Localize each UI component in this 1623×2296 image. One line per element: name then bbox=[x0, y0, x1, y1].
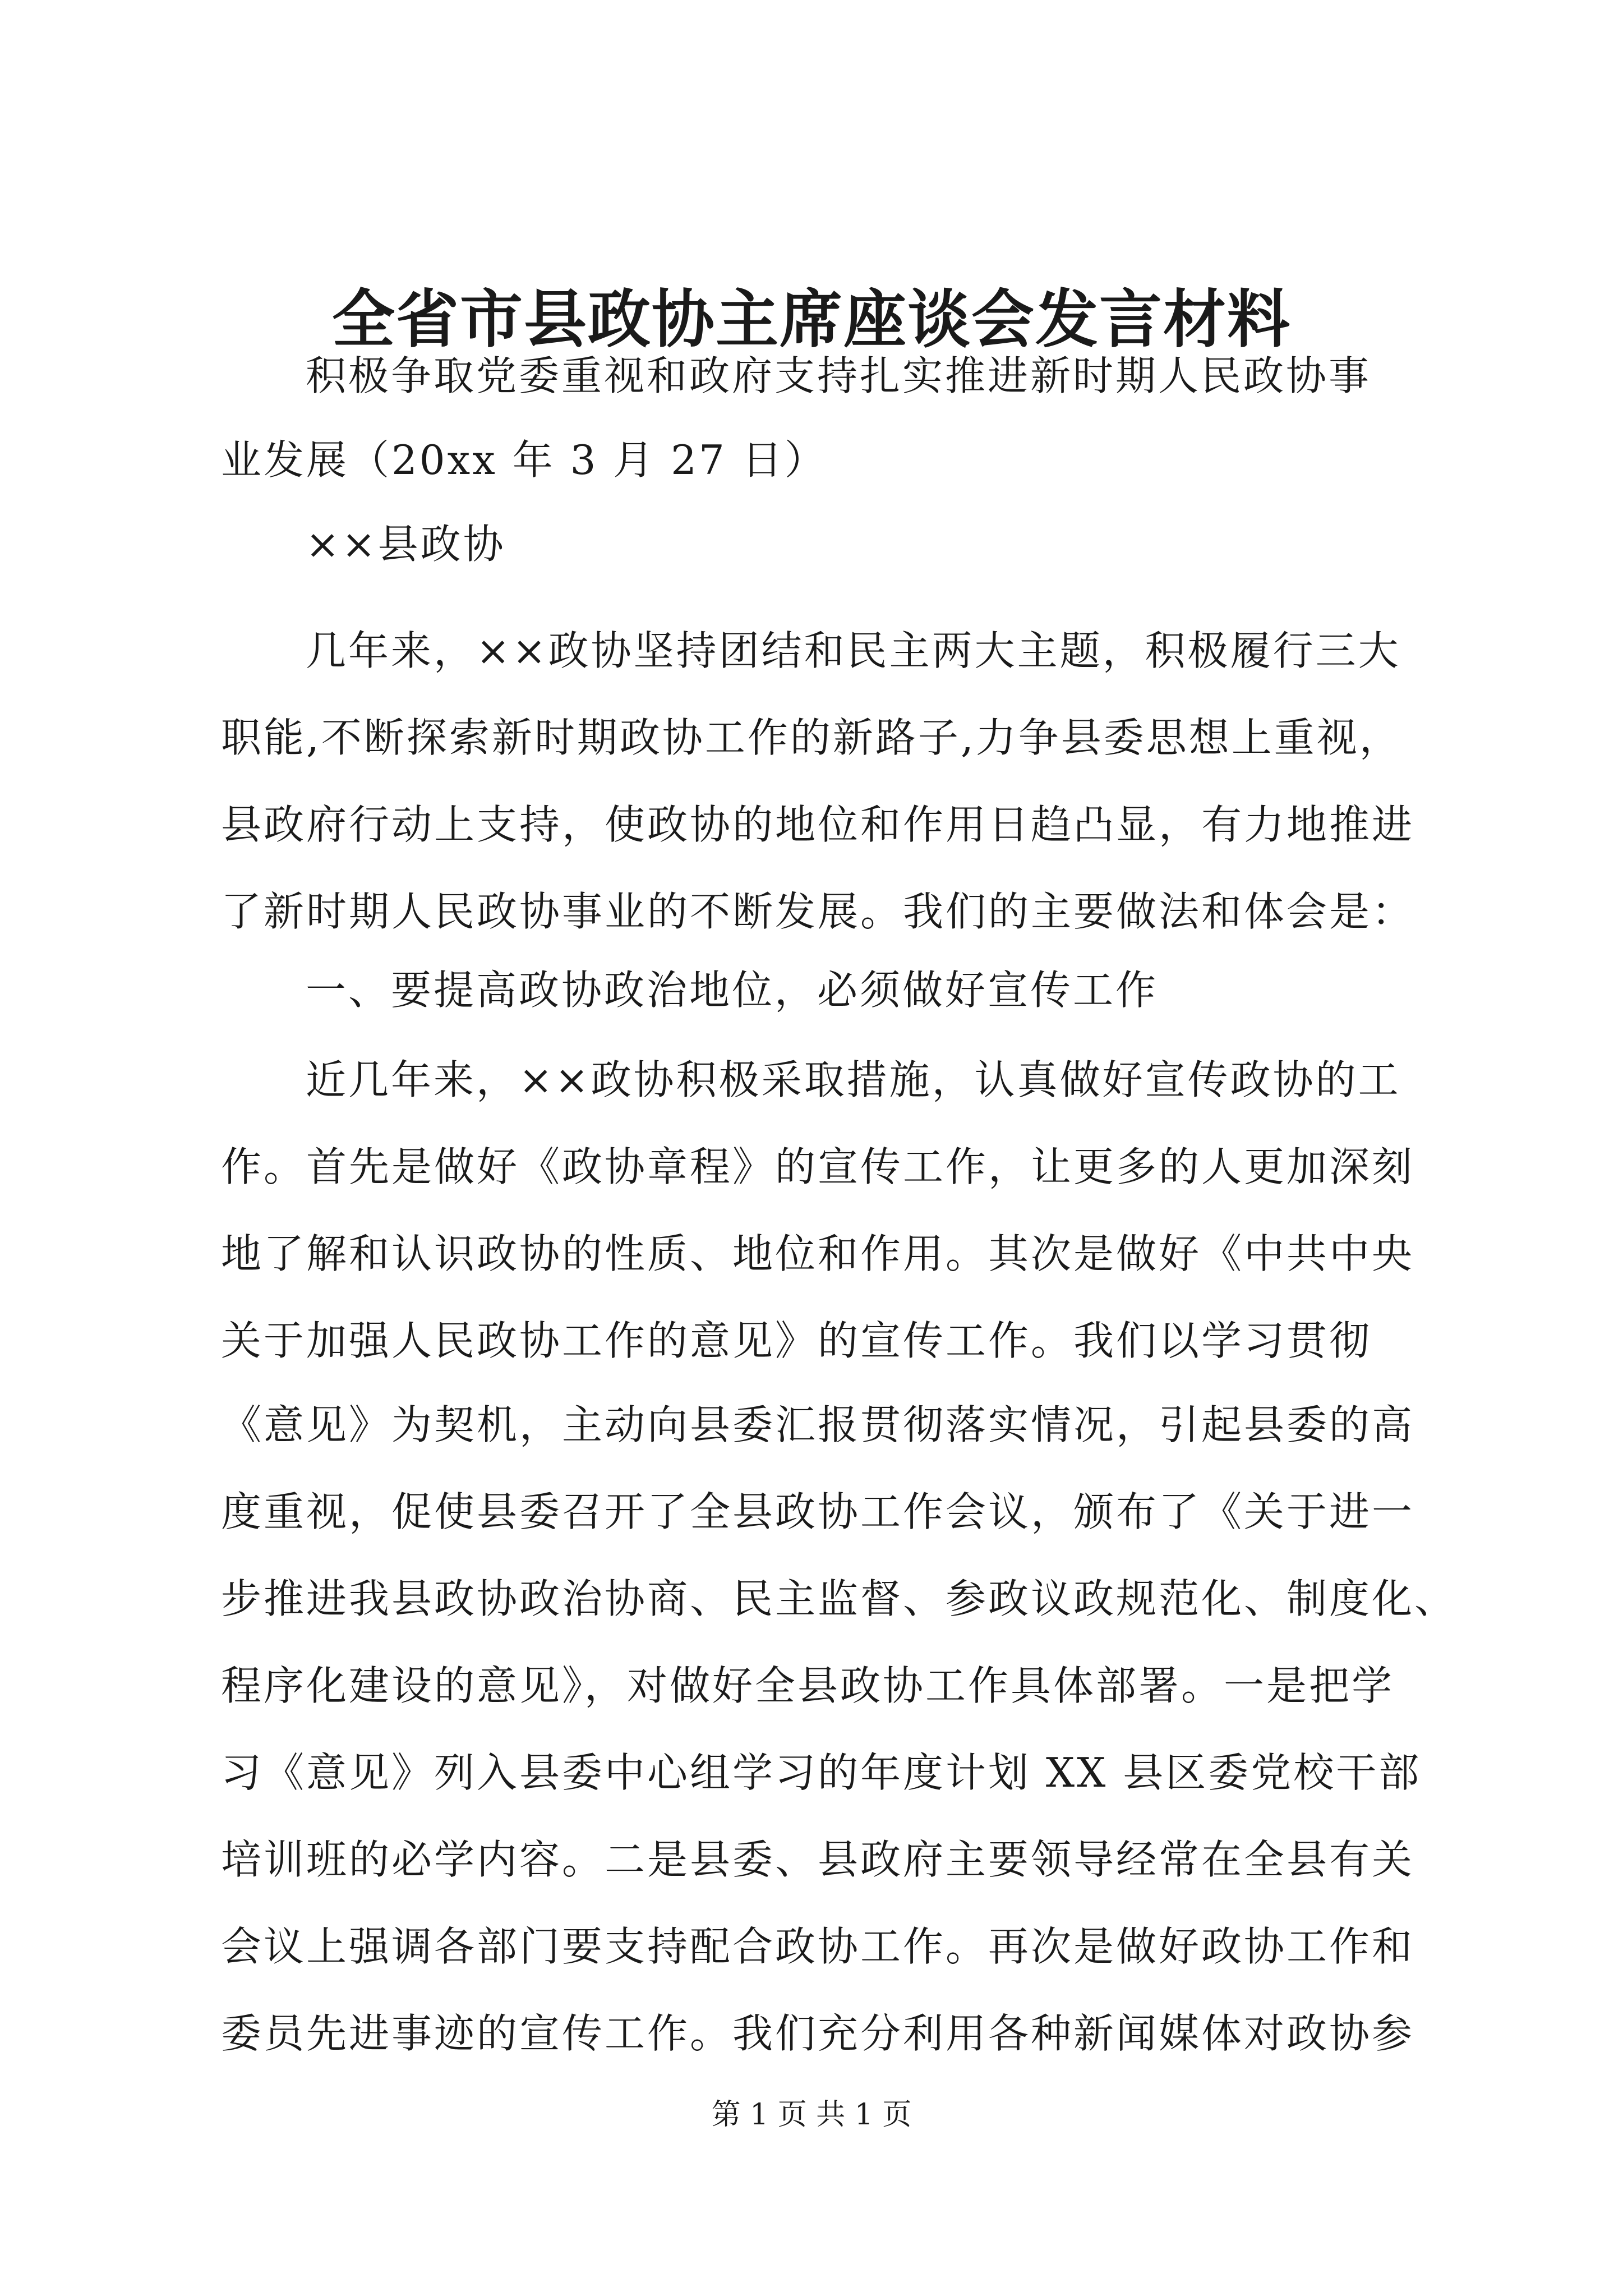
text-line: 习《意见》列入县委中心组学习的年度计划 XX 县区委党校干部 bbox=[221, 1749, 1422, 1796]
text-line: 步推进我县政协政治协商、民主监督、参政议政规范化、制度化、 bbox=[221, 1575, 1458, 1622]
text-line: ××县政协 bbox=[306, 521, 506, 568]
text-line: 近几年来，××政协积极采取措施，认真做好宣传政协的工 bbox=[306, 1056, 1401, 1103]
text-line: 地了解和认识政协的性质、地位和作用。其次是做好《中共中央 bbox=[221, 1230, 1415, 1277]
text-line: 《意见》为契机，主动向县委汇报贯彻落实情况，引起县委的高 bbox=[221, 1401, 1415, 1448]
text-line: 程序化建设的意见》，对做好全县政协工作具体部署。一是把学 bbox=[221, 1662, 1395, 1709]
page-footer: 第 1 页 共 1 页 bbox=[711, 2098, 912, 2132]
text-line: 会议上强调各部门要支持配合政协工作。再次是做好政协工作和 bbox=[221, 1923, 1415, 1970]
text-line: 几年来，××政协坚持团结和民主两大主题，积极履行三大 bbox=[306, 627, 1401, 674]
text-line: 县政府行动上支持，使政协的地位和作用日趋凸显，有力地推进 bbox=[221, 801, 1415, 848]
text-line: 培训班的必学内容。二是县委、县政府主要领导经常在全县有关 bbox=[221, 1836, 1415, 1883]
document-title: 全省市县政协主席座谈会发言材料 bbox=[332, 283, 1291, 356]
text-line: 业发展（20xx 年 3 月 27 日） bbox=[221, 436, 827, 484]
text-line: 职能,不断探索新时期政协工作的新路子,力争县委思想上重视， bbox=[221, 714, 1402, 761]
text-line: 了新时期人民政协事业的不断发展。我们的主要做法和体会是： bbox=[221, 888, 1415, 935]
text-line: 积极争取党委重视和政府支持扎实推进新时期人民政协事 bbox=[306, 352, 1372, 399]
text-line: 委员先进事迹的宣传工作。我们充分利用各种新闻媒体对政协参 bbox=[221, 2010, 1415, 2057]
text-line: 作。首先是做好《政协章程》的宣传工作，让更多的人更加深刻 bbox=[221, 1143, 1415, 1190]
section-heading: 一、要提高政协政治地位，必须做好宣传工作 bbox=[306, 967, 1159, 1014]
text-line: 度重视，促使县委召开了全县政协工作会议，颁布了《关于进一 bbox=[221, 1488, 1415, 1535]
text-line: 关于加强人民政协工作的意见》的宣传工作。我们以学习贯彻 bbox=[221, 1317, 1372, 1364]
